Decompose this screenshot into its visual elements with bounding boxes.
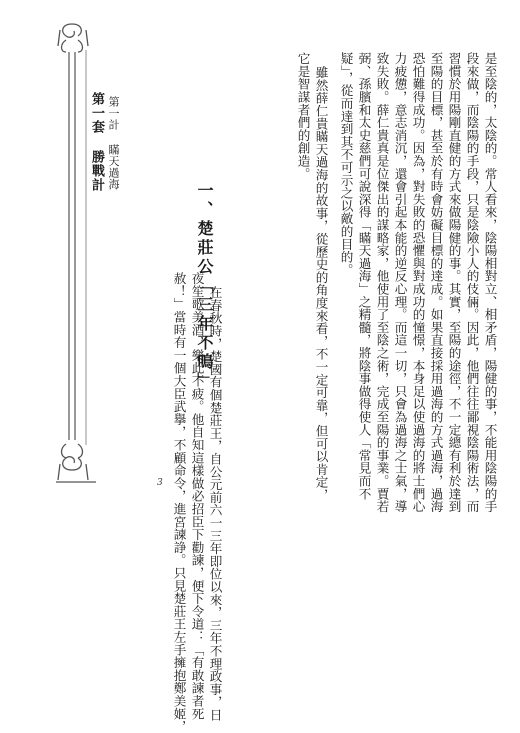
text-column: 赦！」當時有一個大臣武擧，不顧命令，進宮諫諍。只見楚莊王左手擁抱鄭美姬， (171, 272, 187, 733)
text-column: 恐怕難得成功。因為，對失敗的恐懼與對成功的憧憬，本身足以使過海的將士們心 (410, 52, 426, 513)
text-column: 雖然薛仁貴瞞天過海的故事，從歷史的角度來看，不一定可靠，但可以肯定， (313, 66, 329, 502)
text-column: 致失敗。薛仁貴真是位傑出的謀略家，他使用了至陰之術，完成至陽的事業。賈若 (374, 52, 390, 513)
text-column: 習慣於用陽剛直健的方式來做陽健的事。其實，至陽的途徑，不一定總有利於達到 (446, 52, 462, 513)
text-column: 夜笙歌美酒，樂此不疲。他自知這樣做必招臣下勸諫，便下令道：「有敢諫者死 (189, 272, 205, 720)
section-heading: 一、楚莊公「三年不鳴」 (195, 182, 214, 391)
part-label: 第一計 瞞天過海 (107, 96, 120, 190)
text-column: 在春秋時，楚國有個楚莊王，自公元前六一三年即位以來，三年不理政事，日 (207, 286, 223, 722)
text-column: 段來做，而陰陽的手段，只是陰險小人的伎倆。因此，他們往往鄙視陰陽術法，而 (464, 52, 480, 513)
page-number: 3 (157, 478, 163, 488)
chapter-title: 第一套 勝戰計 (89, 92, 104, 192)
text-column: 疑」，從而達到其不可示之以敵的目的。 (338, 52, 354, 277)
text-column: 弼、孫臏和太史慈們可說深得「瞞天過海」之精髓，將陰事做得使人「常見而不 (356, 52, 372, 500)
text-column: 它是智謀者們的創造。 (295, 52, 311, 180)
text-column: 是至陰的，太陰的。常人看來，陰陽相對立、相矛盾，陽健的事，不能用陰陽的手 (482, 52, 498, 513)
text-column: 至陽的目標，甚至於有時會妨礙目標的達成。如果直接採用過海的方式過海，過海 (428, 52, 444, 513)
text-column: 力疲憊，意志消沉，還會引起本能的逆反心理。而這一切，只會為過海之士氣，導 (392, 52, 408, 513)
